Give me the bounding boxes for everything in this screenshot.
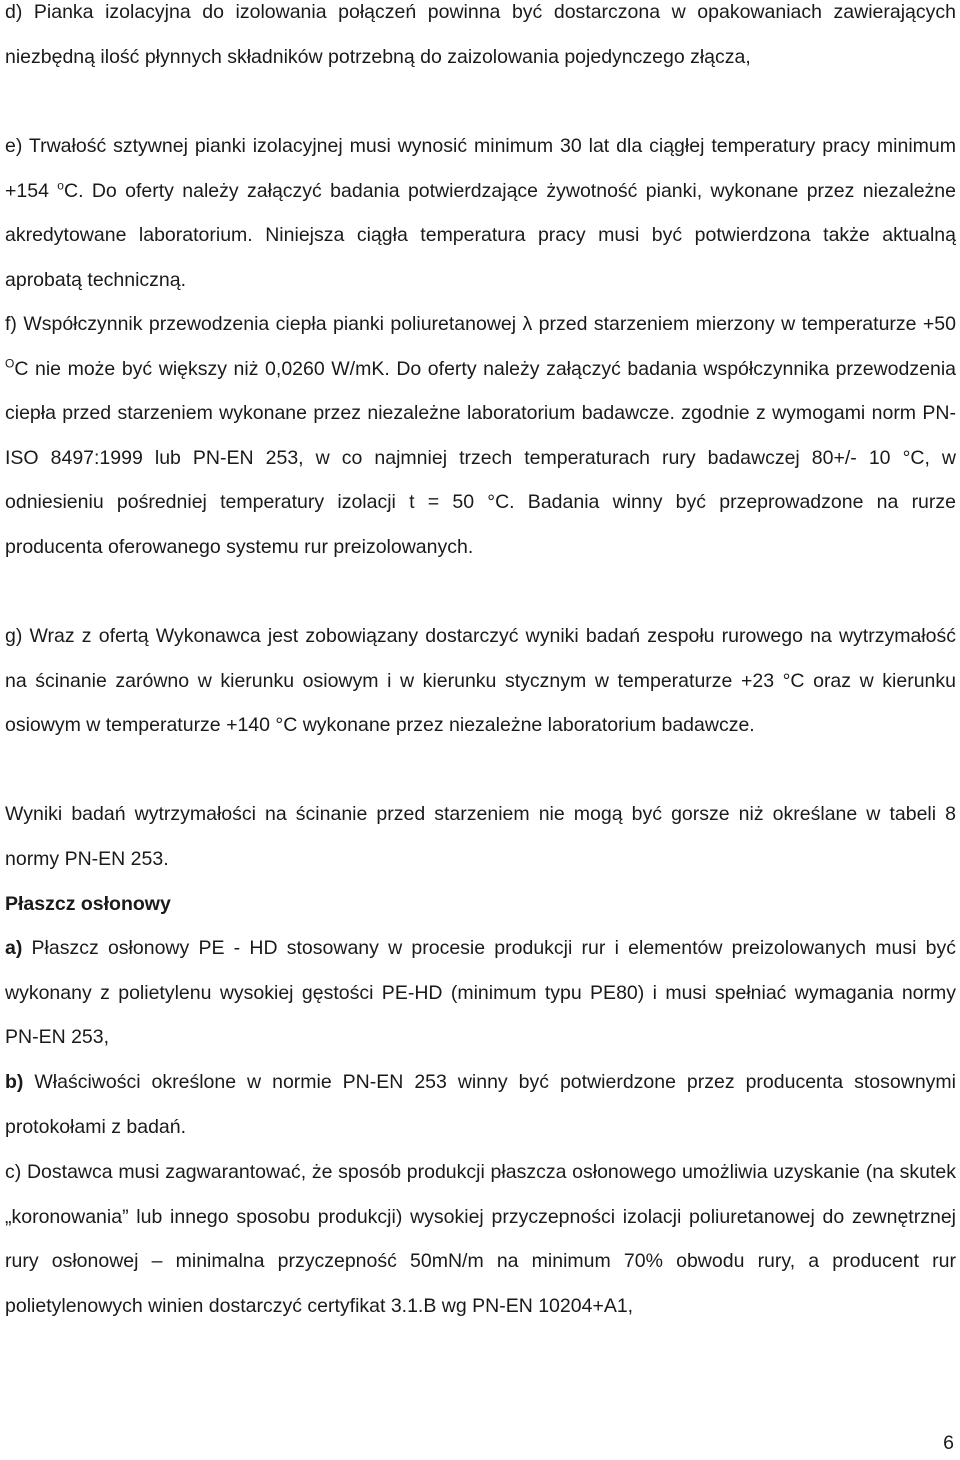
item-c-text: c) Dostawca musi zagwarantować, że sposób produkcji płaszcza osłonowego umożliwia uzyskanie (na skutek „koronowania” lub innego sposobu produkcji) wysokiej przyczepności izolacji poliuretanowej do zewnętrznej rury osłonowej – minimalna przyczepność 50mN/m na minimum 70% obwodu rury, a producent rur polietylenowych winien dostarczyć certyfikat 3.1.B wg PN-EN 10204+A1, xyxy=(5,1161,956,1317)
paragraph-e-text-2: C. Do oferty należy załączyć badania potwierdzające żywotność pianki, wykonane przez niezależne akredytowane laboratorium. Niniejsza ciągła temperatura pracy musi być potwierdzona także aktualną aprobatą techniczną. xyxy=(5,179,956,291)
paragraph-d xyxy=(5,0,956,79)
paragraph-d-text: d) Pianka izolacyjna do izolowania połączeń powinna być dostarczona w opakowaniach zawierających niezbędną ilość płynnych składników potrzebną do zaizolowania pojedynczego złącza, xyxy=(5,1,956,68)
item-c xyxy=(5,1150,956,1328)
item-a xyxy=(5,926,956,1060)
page-number: 6 xyxy=(943,1432,954,1454)
item-b-label: b) xyxy=(5,1071,24,1093)
paragraph-e-text-1: e) Trwałość sztywnej pianki izolacyjnej musi wynosić minimum 30 lat dla ciągłej temperatury pracy minimum +154 xyxy=(5,135,956,202)
paragraph-f xyxy=(5,302,956,570)
paragraph-results-text: Wyniki badań wytrzymałości na ścinanie przed starzeniem nie mogą być gorsze niż określane w tabeli 8 normy PN-EN 253. xyxy=(5,803,956,870)
paragraph-g xyxy=(5,614,956,748)
paragraph-e xyxy=(5,124,956,302)
item-b xyxy=(5,1060,956,1149)
item-a-label: a) xyxy=(5,937,23,959)
paragraph-f-text-1: f) Współczynnik przewodzenia ciepła pianki poliuretanowej λ przed starzeniem mierzony w temperaturze +50 xyxy=(5,313,956,335)
paragraph-results xyxy=(5,792,956,881)
paragraph-f-text-2: C nie może być większy niż 0,0260 W/mK. Do oferty należy załączyć badania współczynnika przewodzenia ciepła przed starzeniem wykonane przez niezależne laboratorium badawcze. zgodnie z wymogami norm PN-ISO 8497:1999 lub PN-EN 253, w co najmniej trzech temperaturach rury badawczej 80+/- 10 °C, w odniesieniu pośredniej temperatury izolacji t = 50 °C. Badania winny być przeprowadzone na rurze producenta oferowanego systemu rur preizolowanych. xyxy=(5,357,956,558)
paragraph-g-text: g) Wraz z ofertą Wykonawca jest zobowiązany dostarczyć wyniki badań zespołu rurowego na wytrzymałość na ścinanie zarówno w kierunku osiowym i w kierunku stycznym w temperaturze +23 °C oraz w kierunku osiowym w temperaturze +140 °C wykonane przez niezależne laboratorium badawcze. xyxy=(5,625,956,737)
item-b-text: Właściwości określone w normie PN-EN 253 winny być potwierdzone przez producenta stosownymi protokołami z badań. xyxy=(5,1071,956,1138)
item-a-text: Płaszcz osłonowy PE - HD stosowany w procesie produkcji rur i elementów preizolowanych musi być wykonany z polietylenu wysokiej gęstości PE-HD (minimum typu PE80) i musi spełniać wymagania normy PN-EN 253, xyxy=(5,937,956,1049)
degree-superscript: O xyxy=(5,356,15,371)
section-heading: Płaszcz osłonowy xyxy=(5,893,171,915)
degree-superscript: o xyxy=(57,178,64,193)
